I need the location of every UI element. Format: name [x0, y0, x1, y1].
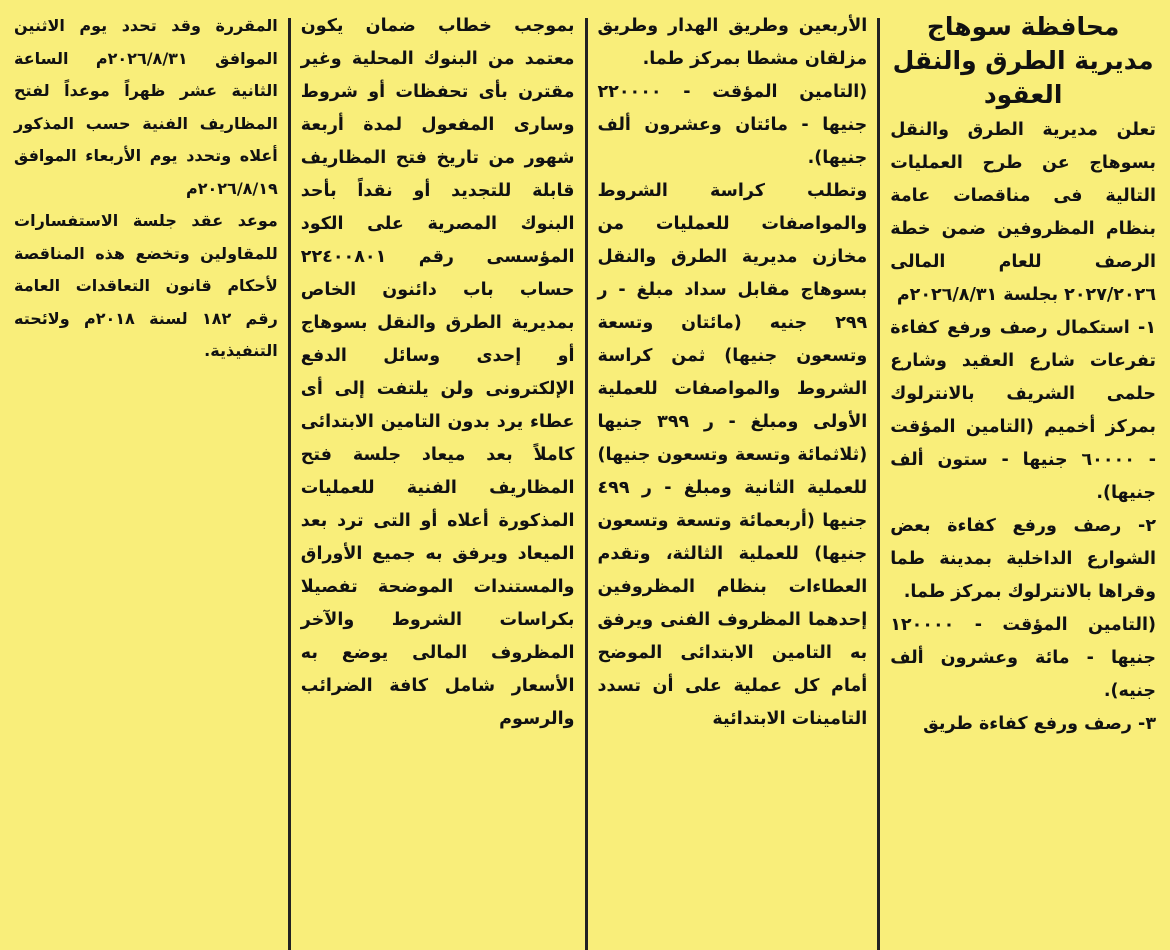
paragraph-item-2: ٢- رصف ورفع كفاءة بعض الشوارع الداخلية بمدينة طما وقراها بالانترلوك بمركز طما.	[890, 516, 1156, 602]
headline-governorate: محافظة سوهاج	[926, 12, 1120, 41]
paragraph-guarantee: بموجب خطاب ضمان يكون معتمد من البنوك المحلية وغير مقترن بأى تحفظات أو شروط وسارى المفعول لمدة أربعة شهور من تاريخ فتح المظاريف قابلة للتجديد أو نقداً بأحد البنوك المصرية على الكود المؤسسى رقم ٢٢٤٠٠٨٠١ حساب باب دائنون الخاص بمديرية الطرق والنقل بسوهاج أو إحدى وسائل الدفع الإلكترونى ولن يلتفت إلى أى عطاء يرد بدون التامين الابتدائى كاملاً بعد ميعاد جلسة فتح المظاريف الفنية للعمليات المذكورة أعلاه أو التى ترد بعد الميعاد ويرفق به جميع الأوراق والمستندات الموضحة تفصيلا بكراسات الشروط والآخر المظروف المالى يوضع به الأسعار شامل كافة الضرائب والرسوم	[300, 16, 575, 729]
paragraph-item-1: ١- استكمال رصف ورفع كفاءة تفرعات شارع العقيد وشارع حلمى الشريف بالانترلوك بمركز أخميم (التامين المؤقت - ٦٠٠٠٠ جنيها - ستون ألف جنيها).	[890, 318, 1156, 503]
column-4	[4, 10, 288, 950]
column-divider	[877, 18, 880, 950]
column-1	[880, 10, 1166, 950]
headline-directorate: مديرية الطرق والنقل	[892, 46, 1154, 75]
column-divider	[288, 18, 291, 950]
paragraph-item-3-insurance: (التامين المؤقت - ٢٢٠٠٠٠ جنيها - مائتان وعشرون ألف جنيها).	[597, 82, 868, 168]
paragraph-announcement: تعلن مديرية الطرق والنقل بسوهاج عن طرح العمليات التالية فى مناقصات عامة بنظام المظروفين ضمن خطة الرصف للعام المالى ٢٠٢٧/٢٠٢٦ بجلسة ٢٠٢٦/٨/٣١م	[890, 120, 1156, 305]
column-2	[588, 10, 878, 950]
paragraph-conditions: وتطلب كراسة الشروط والمواصفات للعمليات من مخازن مديرية الطرق والنقل بسوهاج مقابل سداد مبلغ - ر ٢٩٩ جنيه (مائتان وتسعة وتسعون جنيها) ثمن كراسة الشروط والمواصفات للعملية الأولى ومبلغ - ر ٣٩٩ جنيها (ثلاثمائة وتسعة وتسعون جنيها) للعملية الثانية ومبلغ - ر ٤٩٩ جنيها (أربعمائة وتسعة وتسعون جنيها) للعملية الثالثة، وتقدم العطاءات بنظام المظروفين إحدهما المظروف الفنى ويرفق به التامين الابتدائى الموضح أمام كل عملية على أن تسدد التامينات الابتدائية	[597, 181, 868, 729]
paragraph-item-2-insurance: (التامين المؤقت - ١٢٠٠٠٠ جنيها - مائة وعشرون ألف جنيه).	[890, 615, 1156, 701]
paragraph-item-3-start: ٣- رصف ورفع كفاءة طريق	[923, 714, 1156, 734]
paragraph-dates: المقررة وقد تحدد يوم الاثنين الموافق ٢٠٢٦/٨/٣١م الساعة الثانية عشر ظهراً موعداً لفتح المظاريف الفنية حسب المذكور أعلاه وتحدد يوم الأربعاء الموافق ٢٠٢٦/٨/١٩م	[14, 16, 278, 198]
paragraph-law: موعد عقد جلسة الاستفسارات للمقاولين وتخضع هذه المناقصة لأحكام قانون التعاقدات العامة رقم ١٨٢ لسنة ٢٠١٨م ولائحته التنفيذية.	[14, 211, 278, 360]
column-divider	[585, 18, 588, 950]
column-3	[291, 10, 585, 950]
paragraph-item-3-cont: الأربعين وطريق الهدار وطريق مزلقان مشطا بمركز طما.	[597, 16, 868, 69]
headline-contracts: العقود	[983, 80, 1063, 109]
